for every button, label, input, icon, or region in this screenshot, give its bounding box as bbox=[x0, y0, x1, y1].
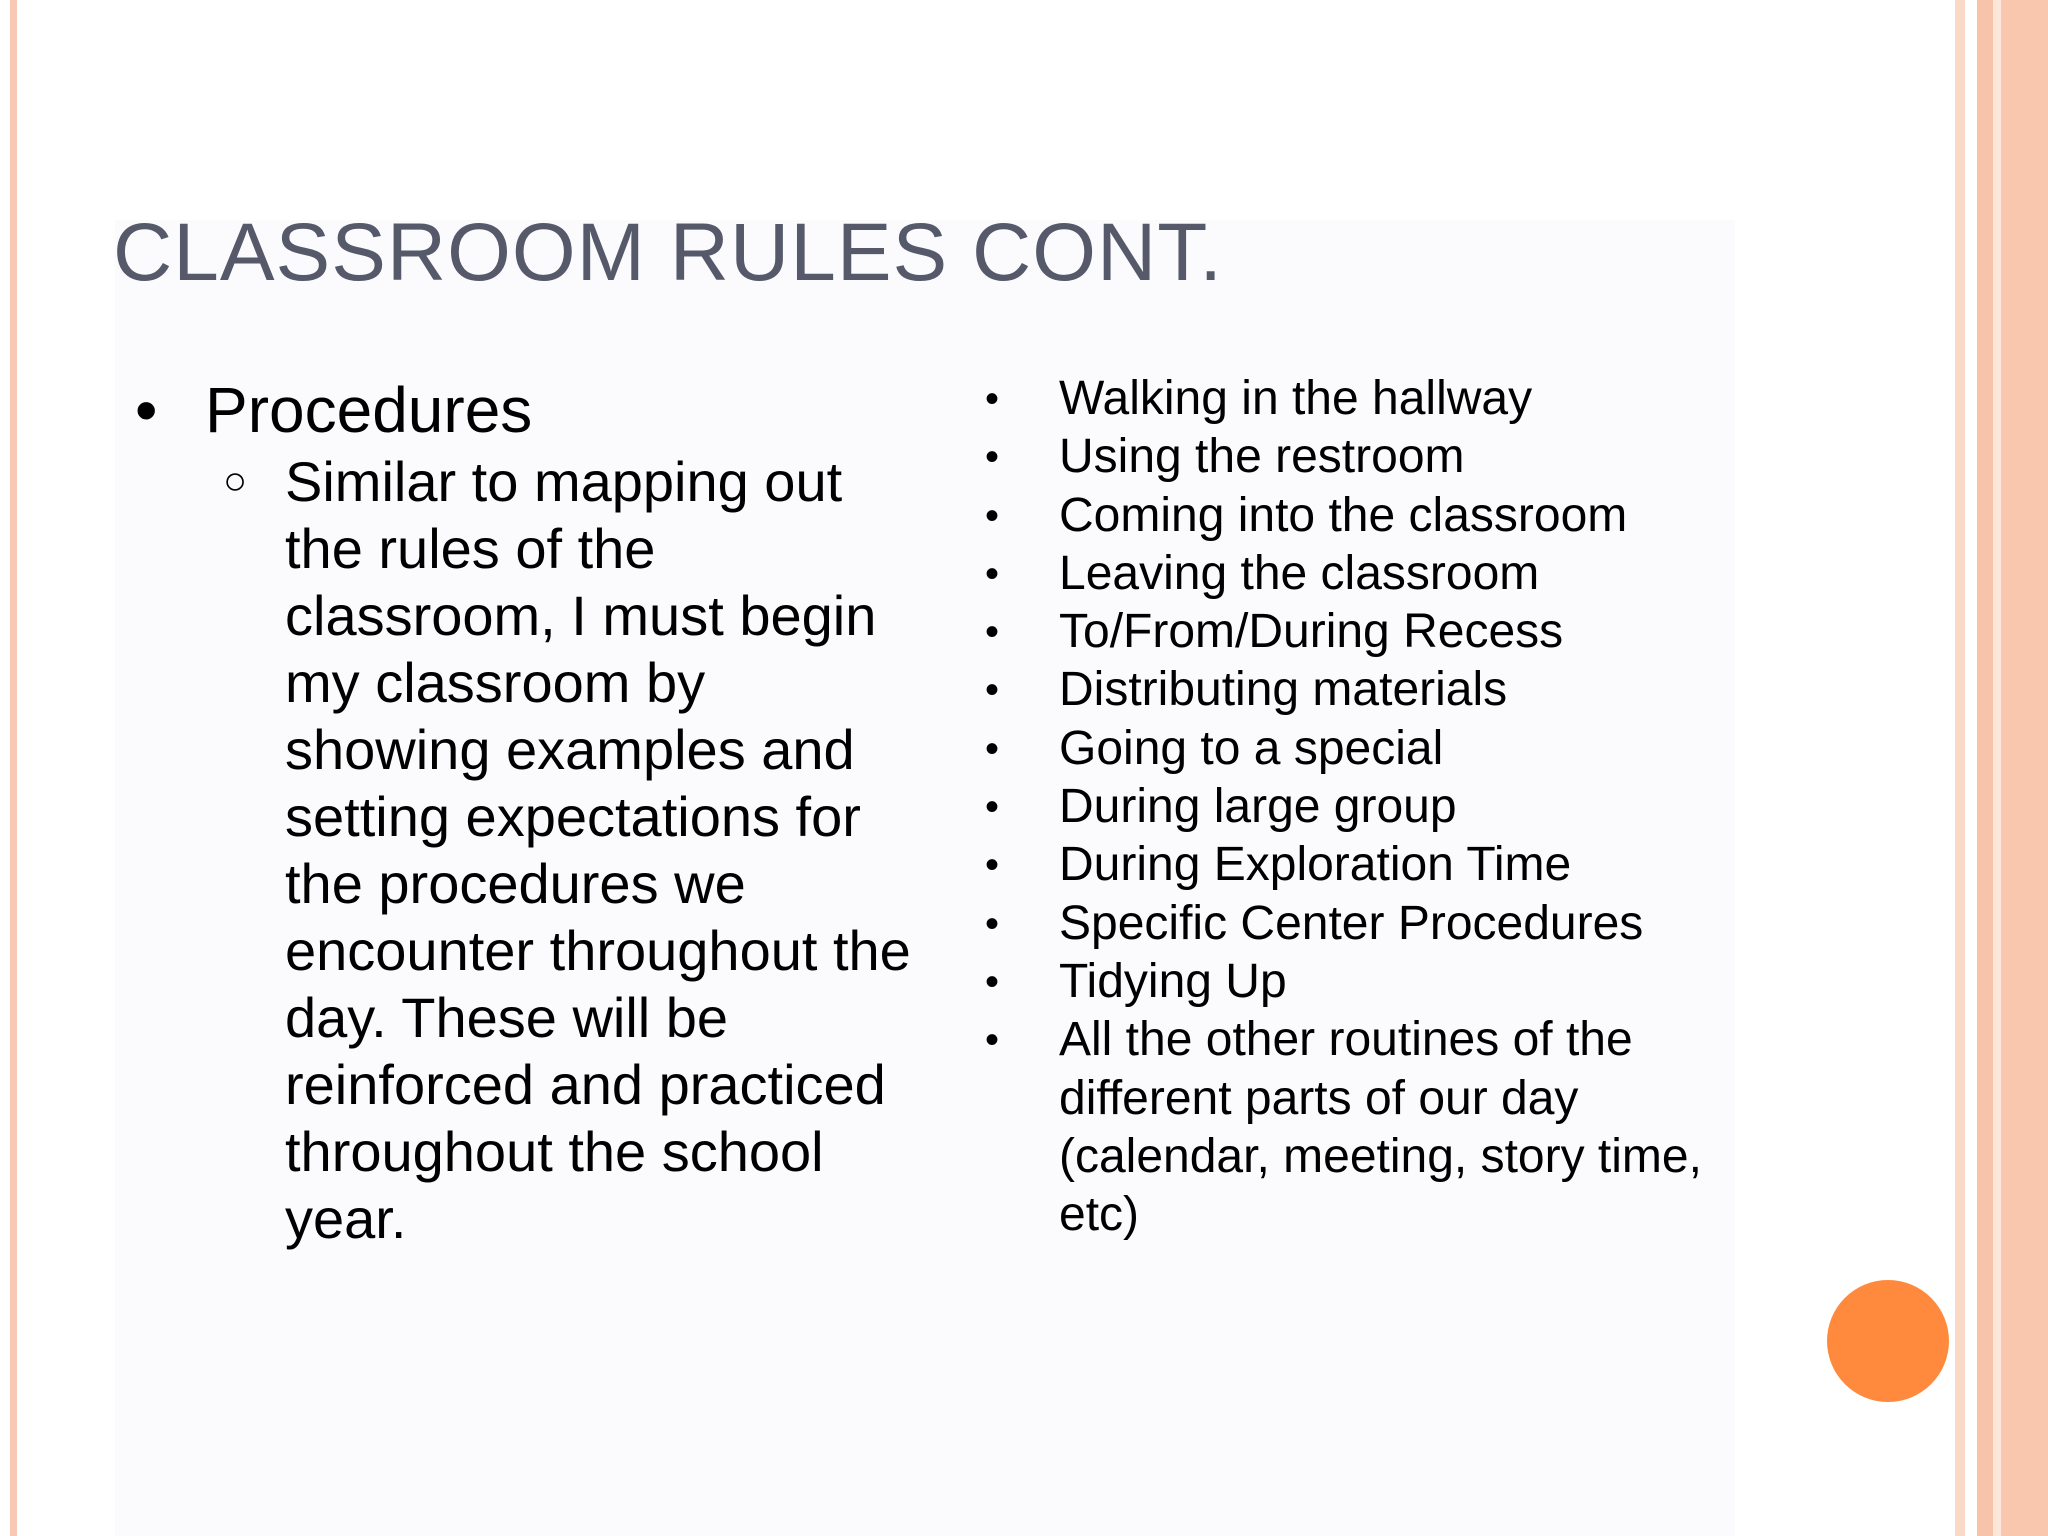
right-border-stripe bbox=[1955, 0, 1965, 1536]
list-item: • Specific Center Procedures bbox=[985, 895, 1765, 953]
bullet-icon: • bbox=[985, 435, 1000, 480]
right-border-stripe bbox=[1977, 0, 1993, 1536]
bullet-icon: • bbox=[985, 668, 1000, 713]
procedures-bullet bbox=[135, 372, 935, 448]
list-item: • Walking in the hallway bbox=[985, 370, 1765, 428]
list-item: • To/From/During Recess bbox=[985, 603, 1765, 661]
right-border-stripe bbox=[2001, 0, 2048, 1536]
bullet-icon: • bbox=[985, 785, 1000, 830]
bullet-icon: • bbox=[985, 610, 1000, 655]
hollow-bullet-icon: ○ bbox=[223, 459, 248, 503]
list-item: • Leaving the classroom bbox=[985, 545, 1765, 603]
list-item: • During large group bbox=[985, 778, 1765, 836]
list-item: • During Exploration Time bbox=[985, 836, 1765, 894]
bullet-icon: • bbox=[985, 493, 1000, 538]
bullet-icon: • bbox=[985, 377, 1000, 421]
bullet-icon: • bbox=[985, 551, 1000, 596]
bullet-icon: • bbox=[135, 374, 158, 446]
bullet-icon: • bbox=[985, 843, 1000, 888]
left-border-stripe bbox=[10, 0, 17, 1536]
list-item: • All the other routines of the different parts of our day (calendar, meeting, story time, etc) bbox=[985, 1013, 1702, 1242]
bullet-icon: • bbox=[985, 959, 1000, 1004]
list-item: • Using the restroom bbox=[985, 428, 1765, 486]
orange-circle-decoration bbox=[1827, 1280, 1949, 1402]
bullet-icon: • bbox=[985, 901, 1000, 946]
procedures-description-text: Similar to mapping out the rules of the classroom, I must begin my classroom by showing examples and setting expectations for the procedures we encounter throughout the day. These will be reinforced and practiced throughout the school year. bbox=[285, 450, 911, 1250]
list-item: • Coming into the classroom bbox=[985, 487, 1765, 545]
bullet-icon: • bbox=[985, 726, 1000, 771]
right-border-gap bbox=[1965, 0, 1977, 1536]
procedures-list bbox=[985, 370, 1765, 1244]
bullet-icon: • bbox=[985, 1018, 1000, 1063]
right-border-stripe bbox=[1993, 0, 2001, 1536]
list-item: • Going to a special bbox=[985, 720, 1765, 778]
procedures-description bbox=[223, 448, 925, 1252]
list-item: • Distributing materials bbox=[985, 661, 1765, 719]
left-column bbox=[135, 372, 935, 1252]
slide-title: CLASSROOM RULES CONT. bbox=[113, 207, 1223, 298]
list-item: • Tidying Up bbox=[985, 953, 1765, 1011]
procedures-heading: Procedures bbox=[205, 374, 533, 446]
